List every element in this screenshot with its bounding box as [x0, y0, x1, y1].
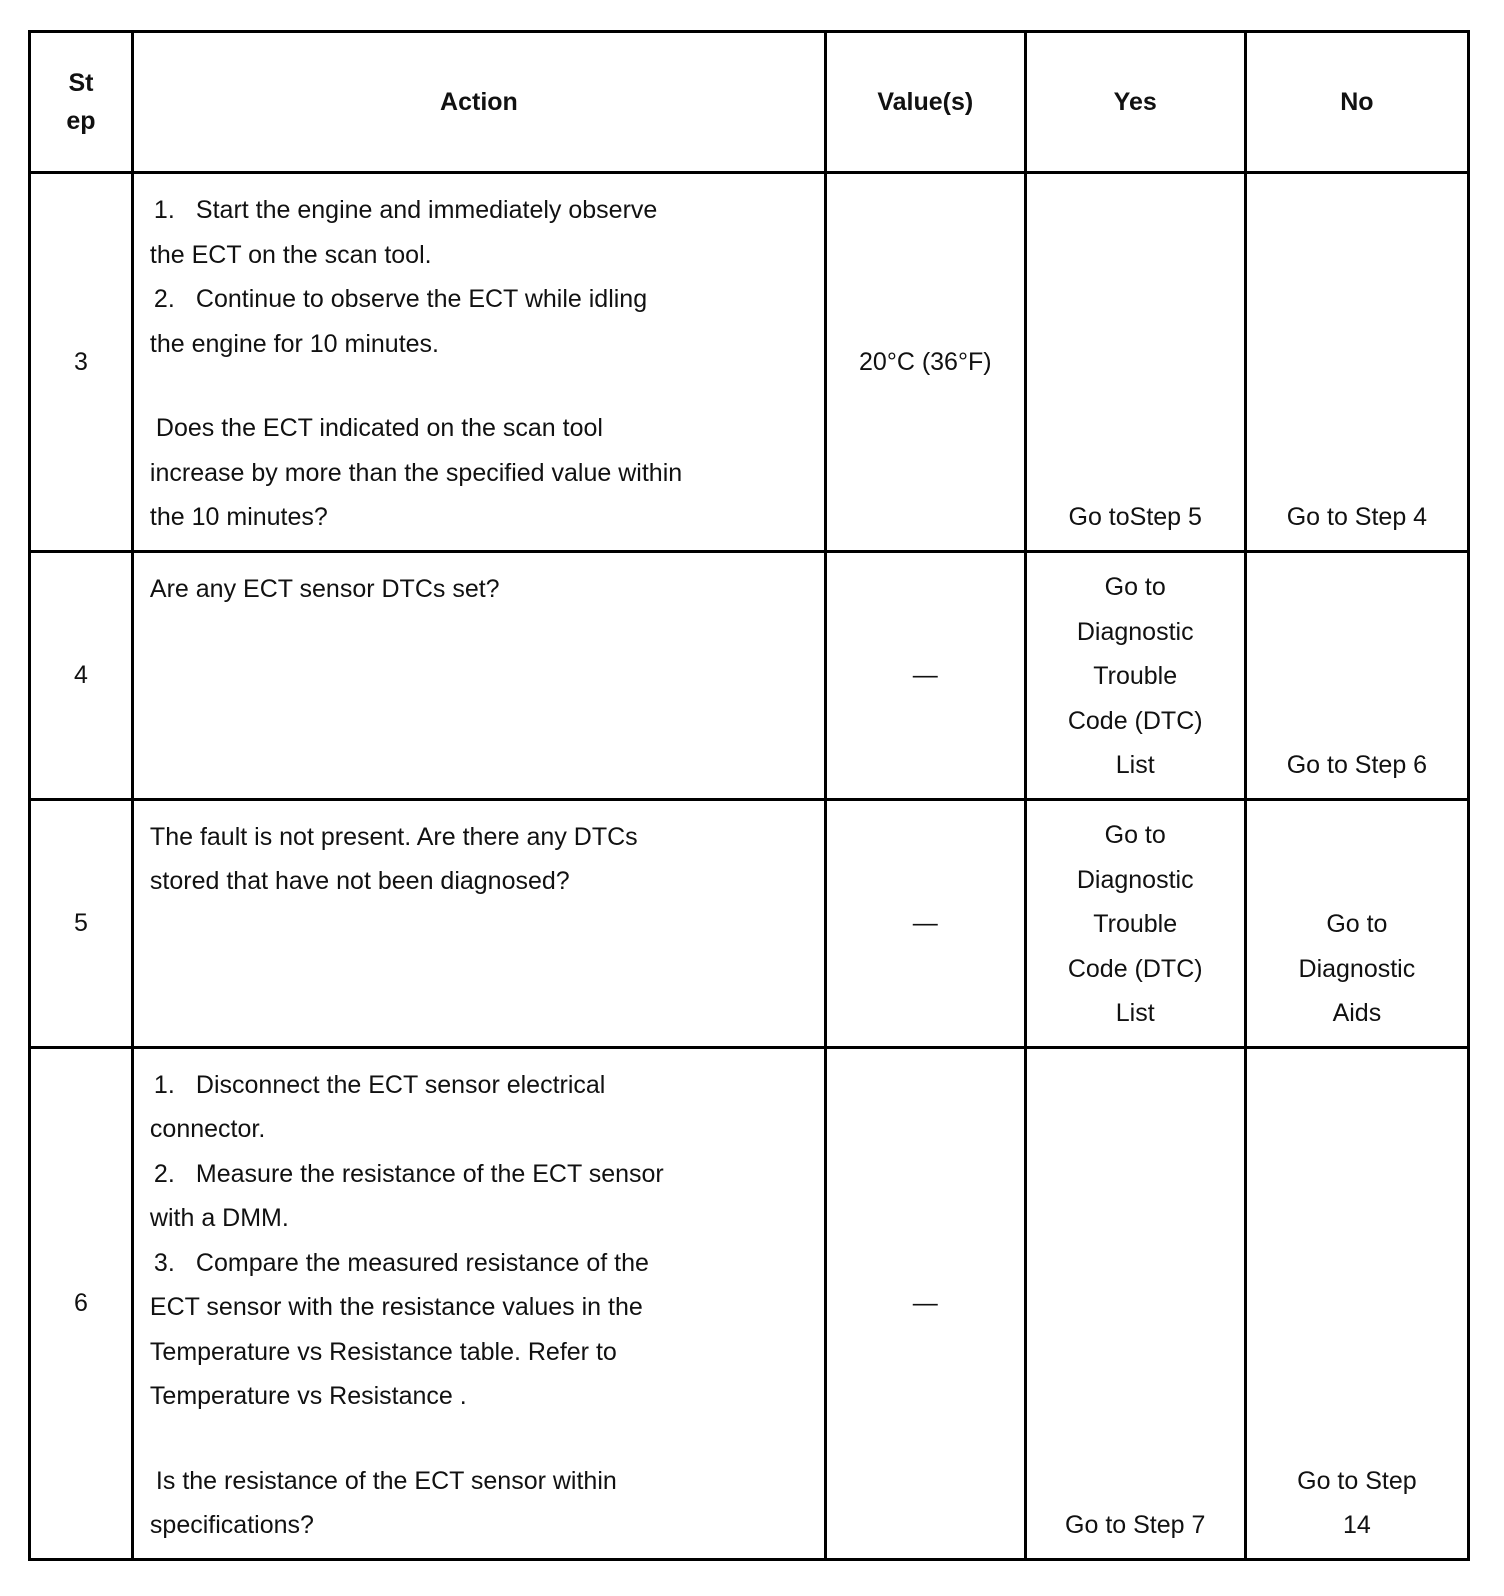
action-question: Is the resistance of the ECT sensor within: [155, 1466, 617, 1495]
action-cell: [132, 1047, 825, 1559]
step-number: 4: [30, 551, 133, 799]
no-cell: Go to Step 4: [1245, 173, 1468, 552]
yes-cell: Go toStep 5: [1025, 173, 1245, 552]
yes-text: Diagnostic: [1076, 865, 1194, 894]
action-cell: [132, 551, 825, 799]
header-row: [30, 32, 1469, 173]
yes-text: List: [1115, 751, 1155, 779]
action-question: the 10 minutes?: [149, 503, 328, 531]
header-values: Value(s): [825, 32, 1025, 173]
step-number: 6: [30, 1047, 133, 1559]
action-text: Are any ECT sensor DTCs set?: [149, 574, 500, 603]
no-cell: [1245, 1047, 1468, 1559]
action-text: with a DMM.: [149, 1204, 289, 1232]
header-step: St ep: [30, 32, 133, 173]
list-number: 2.: [153, 285, 175, 313]
list-number: 1.: [153, 1070, 175, 1099]
action-cell: [132, 799, 825, 1047]
yes-text: Trouble: [1093, 662, 1178, 690]
action-text: the ECT on the scan tool.: [149, 240, 432, 269]
action-text: Measure the resistance of the ECT sensor: [195, 1159, 664, 1188]
value-cell: —: [825, 551, 1025, 799]
yes-text: Go to: [1104, 573, 1166, 601]
action-text: the engine for 10 minutes.: [149, 329, 439, 358]
action-text: Continue to observe the ECT while idling: [195, 285, 648, 313]
action-cell: [132, 173, 825, 552]
yes-text: Code (DTC): [1067, 706, 1203, 735]
yes-cell: [1025, 799, 1245, 1047]
list-number: 2.: [153, 1159, 175, 1188]
action-text: Start the engine and immediately observe: [195, 196, 658, 224]
table-row: [30, 173, 1469, 552]
action-question: specifications?: [149, 1511, 314, 1539]
list-number: 1.: [153, 196, 175, 224]
no-text: 14: [1342, 1511, 1371, 1539]
action-text: Disconnect the ECT sensor electrical: [195, 1070, 606, 1099]
action-text: ECT sensor with the resistance values in the: [149, 1293, 643, 1321]
yes-cell: [1025, 551, 1245, 799]
action-text: stored that have not been diagnosed?: [149, 867, 570, 895]
yes-cell: Go to Step 7: [1025, 1047, 1245, 1559]
yes-text: Go to: [1104, 821, 1166, 849]
action-question: Does the ECT indicated on the scan tool: [155, 414, 603, 442]
value-cell: —: [825, 1047, 1025, 1559]
no-text: Aids: [1332, 999, 1382, 1027]
yes-text: List: [1115, 999, 1155, 1027]
yes-text: Code (DTC): [1067, 954, 1203, 983]
header-no: No: [1245, 32, 1468, 173]
value-cell: 20°C (36°F): [825, 173, 1025, 552]
action-text: Temperature vs Resistance .: [149, 1382, 467, 1410]
no-text: Go to Step: [1297, 1466, 1417, 1495]
diagnostic-table: [28, 30, 1470, 1561]
action-text: Temperature vs Resistance table. Refer to: [149, 1337, 617, 1366]
no-text: Go to: [1326, 910, 1388, 938]
table-row: [30, 1047, 1469, 1559]
step-number: 3: [30, 173, 133, 552]
table-row: [30, 799, 1469, 1047]
yes-text: Trouble: [1093, 910, 1178, 938]
no-cell: [1245, 799, 1468, 1047]
value-cell: —: [825, 799, 1025, 1047]
header-action: Action: [132, 32, 825, 173]
no-cell: Go to Step 6: [1245, 551, 1468, 799]
list-number: 3.: [153, 1248, 175, 1277]
action-text: Compare the measured resistance of the: [195, 1248, 649, 1277]
table-row: [30, 551, 1469, 799]
action-text: The fault is not present. Are there any DTCs: [149, 822, 638, 851]
step-number: 5: [30, 799, 133, 1047]
yes-text: Diagnostic: [1076, 617, 1194, 646]
action-text: connector.: [149, 1115, 266, 1143]
action-question: increase by more than the specified value within: [149, 458, 683, 487]
no-text: Diagnostic: [1298, 954, 1416, 983]
header-yes: Yes: [1025, 32, 1245, 173]
